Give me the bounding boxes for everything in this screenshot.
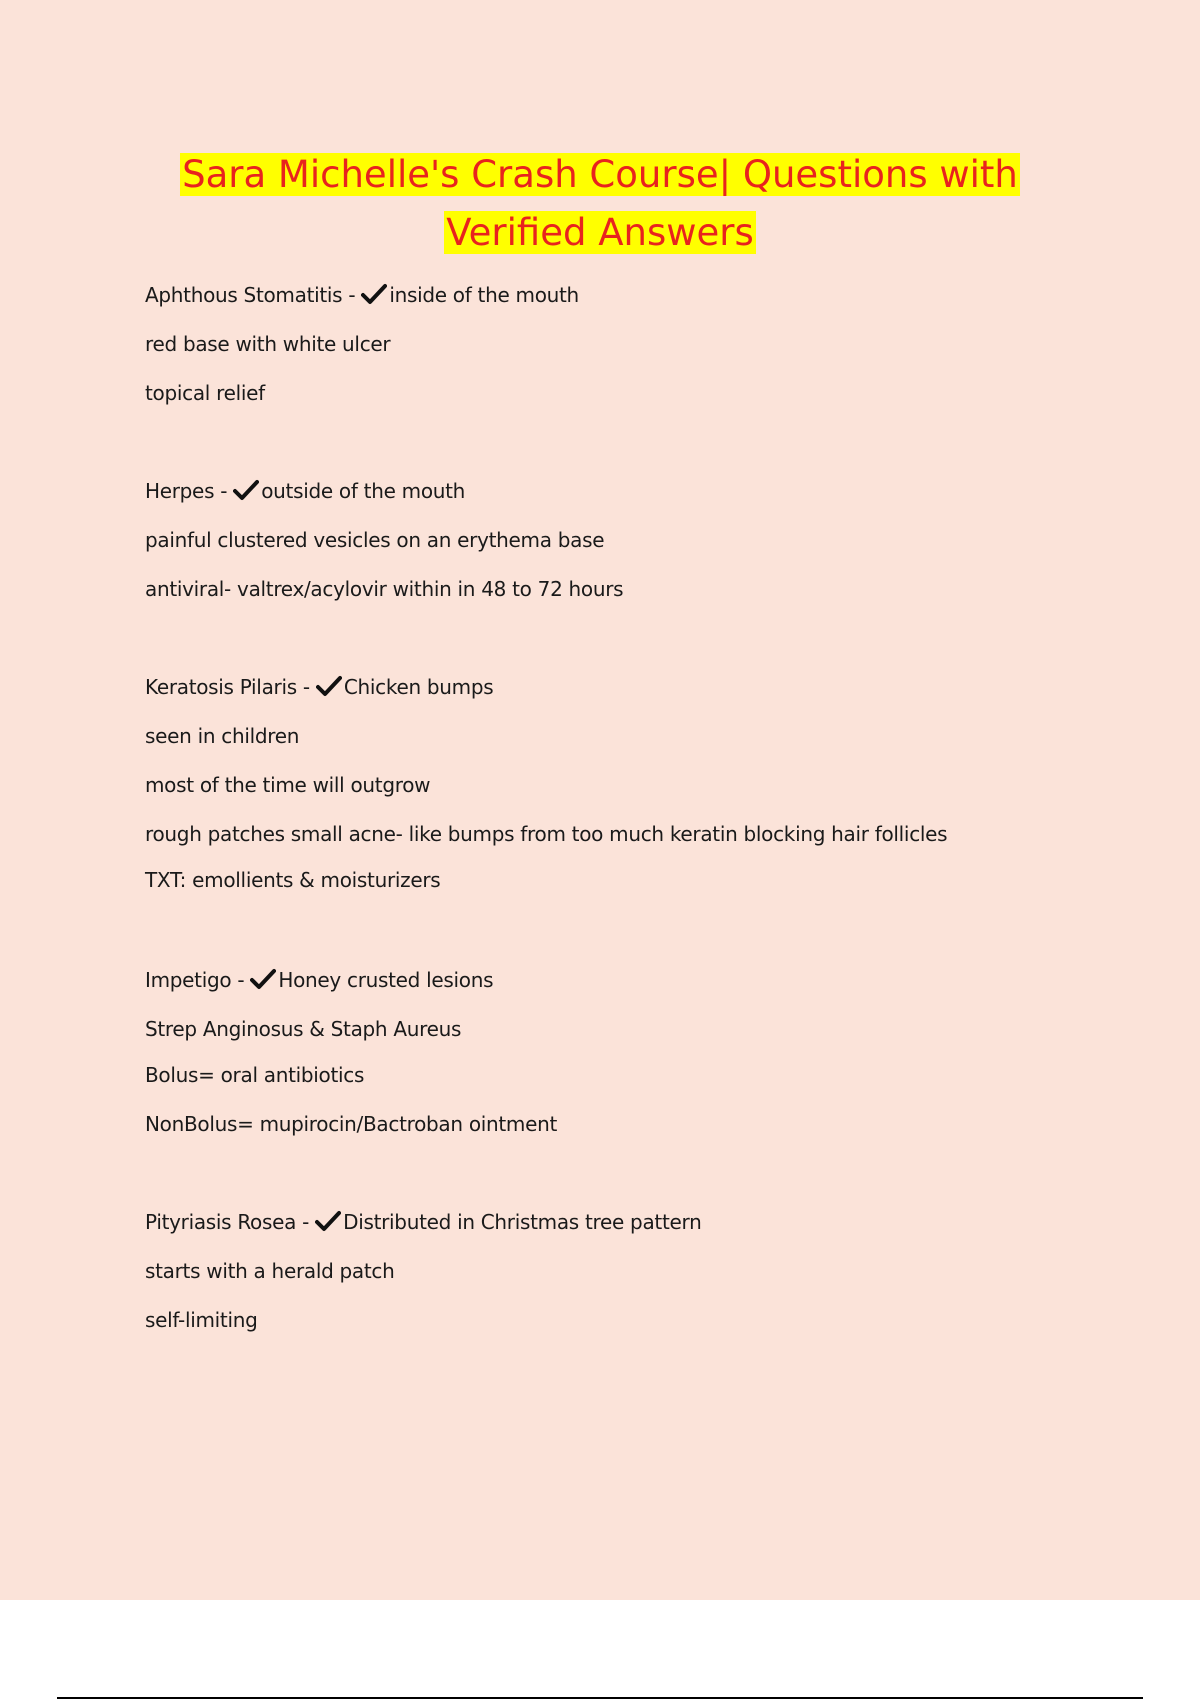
qa-detail-line: topical relief: [145, 381, 265, 405]
qa-question-line: [145, 1209, 701, 1235]
title-line-2: Verified Answers: [446, 211, 754, 254]
qa-detail-line: most of the time will outgrow: [145, 773, 431, 797]
checkmark-icon: [250, 968, 276, 990]
qa-question-line: [145, 282, 579, 308]
qa-answer: outside of the mouth: [261, 479, 466, 503]
qa-detail-line: Strep Anginosus & Staph Aureus: [145, 1017, 462, 1041]
qa-detail-line: red base with white ulcer: [145, 332, 391, 356]
qa-detail-line: NonBolus= mupirocin/Bactroban ointment: [145, 1112, 558, 1136]
qa-answer: inside of the mouth: [389, 283, 579, 307]
qa-question-line: [145, 967, 493, 993]
qa-detail-line: starts with a herald patch: [145, 1259, 395, 1283]
checkmark-icon: [315, 1210, 341, 1232]
qa-detail-line: self-limiting: [145, 1308, 258, 1332]
footer-divider: [57, 1697, 1143, 1699]
qa-term: Pityriasis Rosea -: [145, 1210, 310, 1234]
qa-question-line: [145, 478, 465, 504]
qa-detail-line: Bolus= oral antibiotics: [145, 1063, 365, 1087]
qa-detail-line: TXT: emollients & moisturizers: [145, 868, 441, 892]
checkmark-icon: [233, 479, 259, 501]
qa-detail-line: rough patches small acne- like bumps from too much keratin blocking hair follicles: [145, 822, 948, 846]
qa-detail-line: painful clustered vesicles on an erythema base: [145, 528, 605, 552]
qa-question-line: [145, 674, 493, 700]
qa-term: Aphthous Stomatitis -: [145, 283, 356, 307]
qa-detail-line: antiviral- valtrex/acylovir within in 48 to 72 hours: [145, 577, 624, 601]
qa-term: Keratosis Pilaris -: [145, 675, 310, 699]
checkmark-icon: [361, 283, 387, 305]
checkmark-icon: [316, 675, 342, 697]
title-line-1: Sara Michelle's Crash Course| Questions with: [182, 153, 1018, 196]
qa-answer: Chicken bumps: [343, 675, 494, 699]
qa-term: Herpes -: [145, 479, 228, 503]
qa-term: Impetigo -: [145, 968, 245, 992]
qa-answer: Honey crusted lesions: [278, 968, 494, 992]
qa-answer: Distributed in Christmas tree pattern: [343, 1210, 702, 1234]
qa-detail-line: seen in children: [145, 724, 300, 748]
document-title: [100, 146, 1100, 262]
